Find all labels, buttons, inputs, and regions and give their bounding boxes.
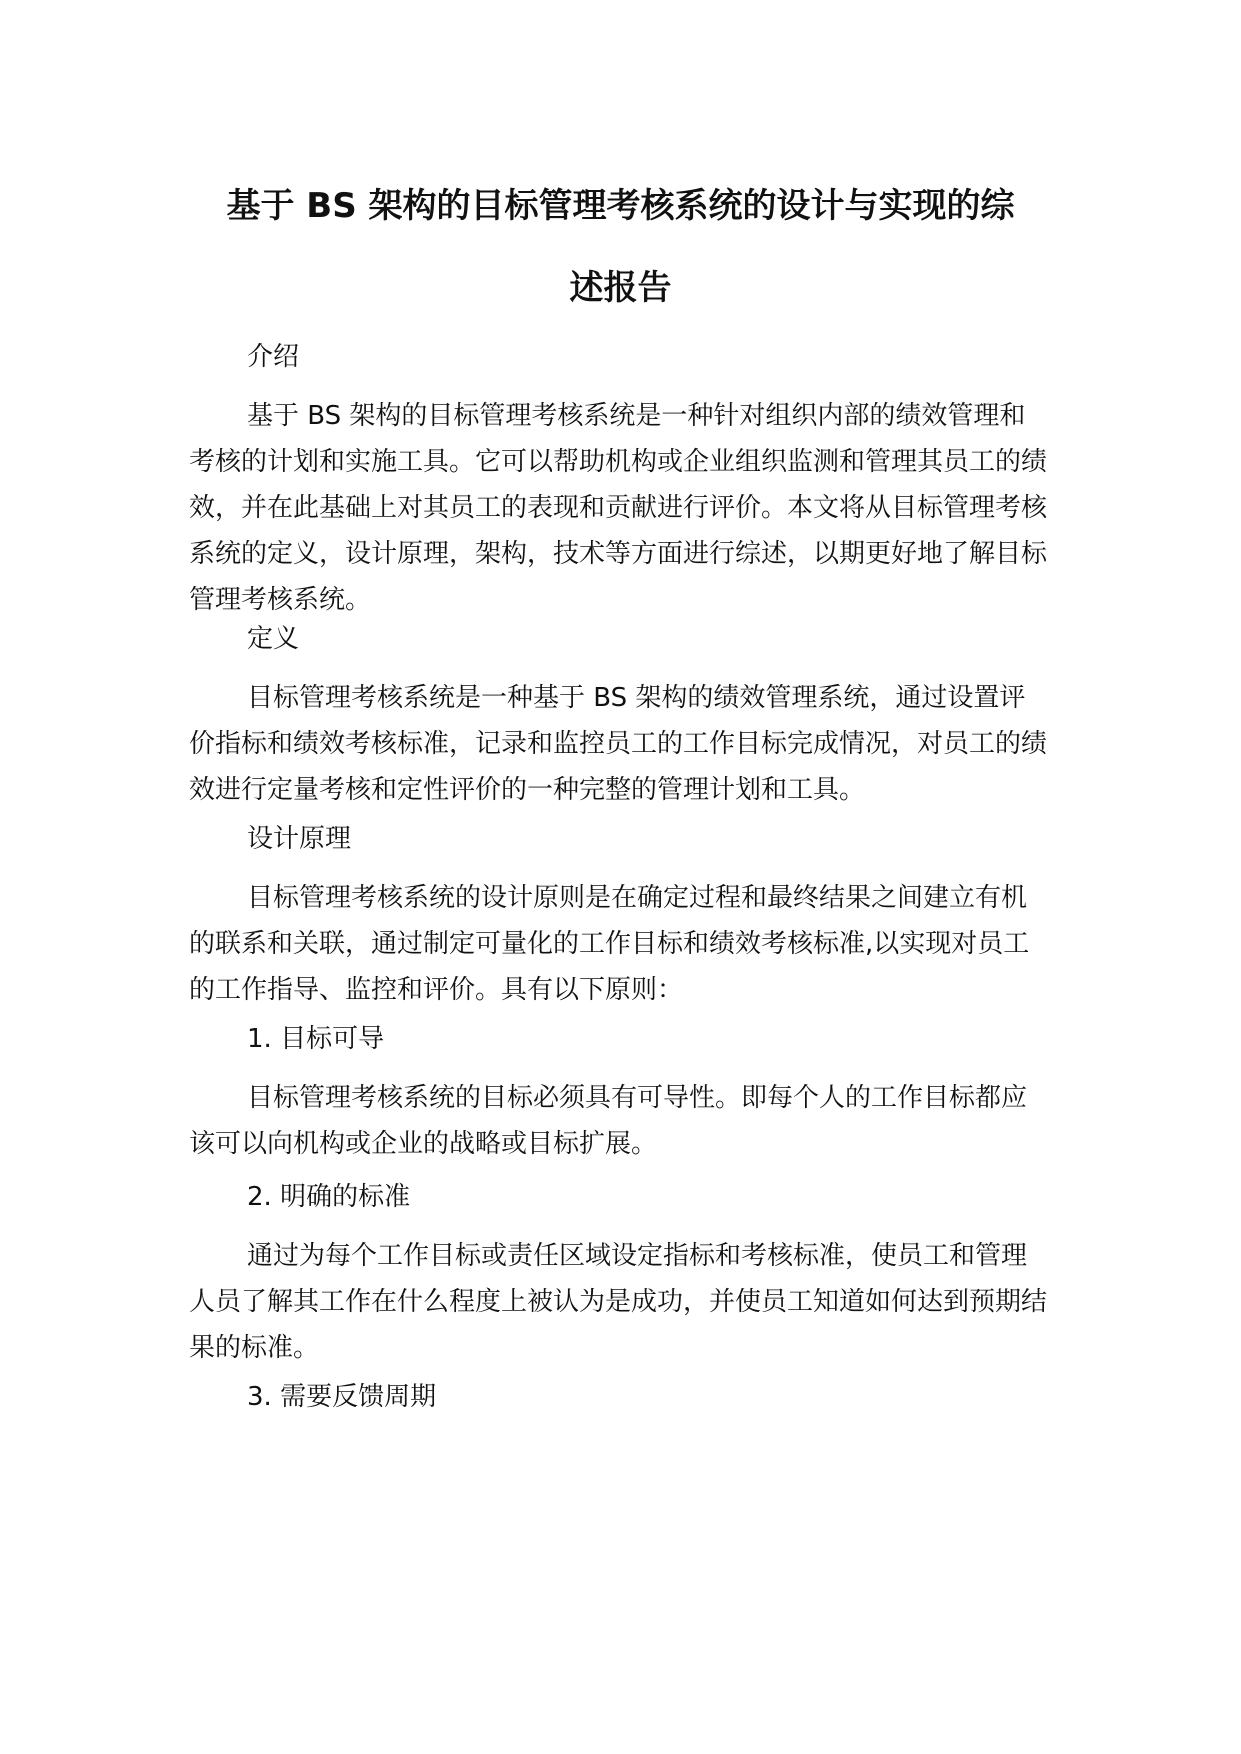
document-title-line-1: 基于 BS 架构的目标管理考核系统的设计与实现的综 [226, 186, 1015, 226]
paragraph-principle-1: 目标管理考核系统的目标必须具有可导性。即每个人的工作目标都应该可以向机构或企业的战略或目标扩展。 [189, 1083, 1028, 1159]
document-title-line-2: 述报告 [569, 268, 672, 308]
paragraph-intro: 基于 BS 架构的目标管理考核系统是一种针对组织内部的绩效管理和考核的计划和实施工具。它可以帮助机构或企业组织监测和管理其员工的绩效，并在此基础上对其员工的表现和贡献进行评价。本文将从目标管理考核系统的定义，设计原理，架构，技术等方面进行综述，以期更好地了解目标管理考核系统。 [189, 401, 1048, 615]
section-heading-intro: 介绍 [247, 342, 300, 372]
section-heading-definition: 定义 [247, 624, 300, 654]
section-heading-design-principle: 设计原理 [247, 824, 352, 854]
paragraph-design-principle: 目标管理考核系统的设计原则是在确定过程和最终结果之间建立有机的联系和关联，通过制定可量化的工作目标和绩效考核标准,以实现对员工的工作指导、监控和评价。具有以下原则： [189, 883, 1030, 1005]
paragraph-definition: 目标管理考核系统是一种基于 BS 架构的绩效管理系统，通过设置评价指标和绩效考核标准，记录和监控员工的工作目标完成情况，对员工的绩效进行定量考核和定性评价的一种完整的管理计划和工具。 [189, 683, 1048, 805]
list-heading-3: 3. 需要反馈周期 [247, 1382, 437, 1412]
paragraph-principle-2: 通过为每个工作目标或责任区域设定指标和考核标准，使员工和管理人员了解其工作在什么程度上被认为是成功，并使员工知道如何达到预期结果的标准。 [189, 1241, 1048, 1363]
list-heading-2: 2. 明确的标准 [247, 1182, 411, 1212]
list-heading-1: 1. 目标可导 [247, 1024, 385, 1054]
